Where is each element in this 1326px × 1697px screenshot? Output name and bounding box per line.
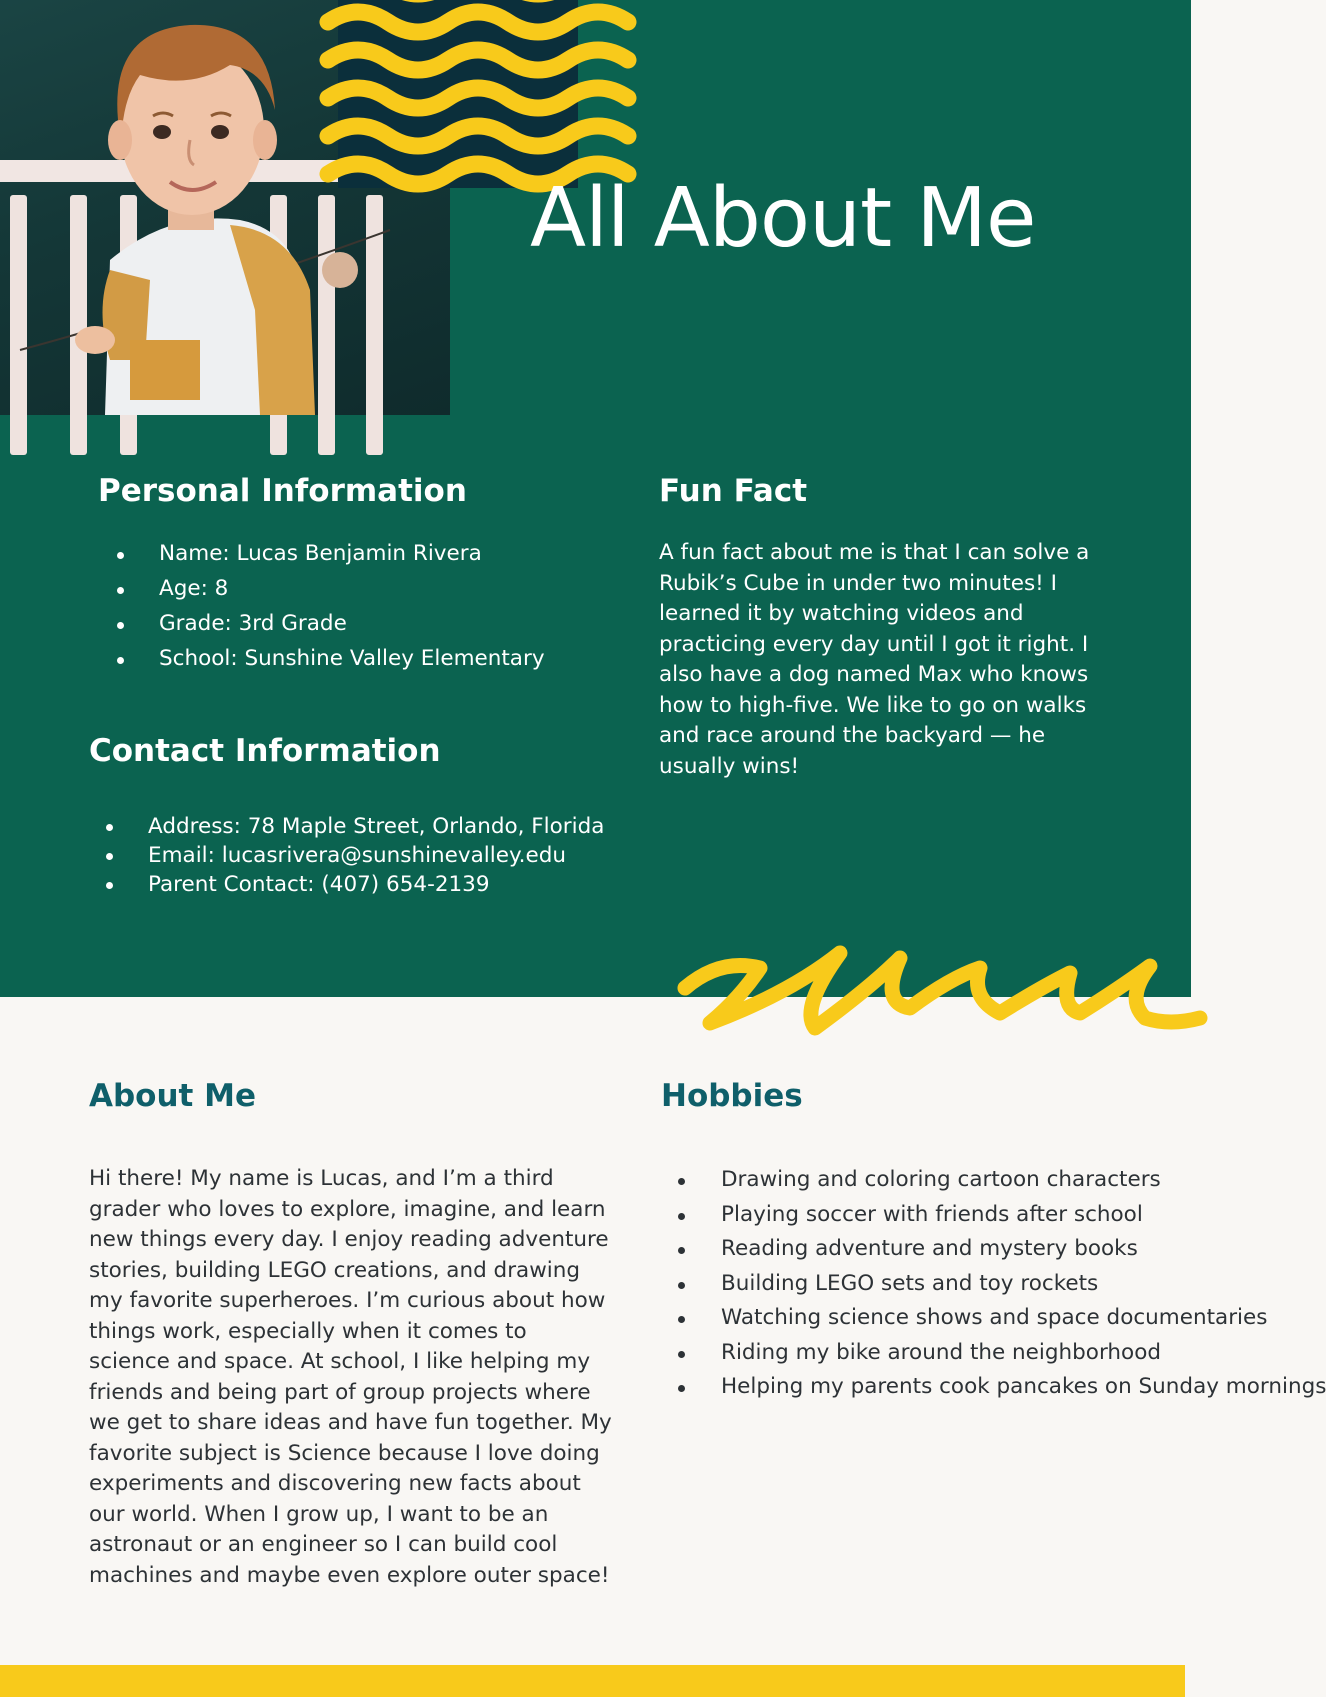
- list-item: Playing soccer with friends after school: [678, 1199, 1161, 1232]
- list-item: Building LEGO sets and toy rockets: [678, 1268, 1161, 1301]
- list-item: Grade: 3rd Grade: [117, 611, 545, 646]
- list-item: Reading adventure and mystery books: [678, 1233, 1161, 1266]
- footer-bar: [0, 1665, 1185, 1697]
- personal-info-list: [117, 541, 545, 681]
- hobbies-heading: Hobbies: [661, 1078, 803, 1114]
- fun-fact-text: A fun fact about me is that I can solve a Rubik’s Cube in under two minutes! I learned it by watching videos and practicing every day until I got it right. I also have a dog named Max who knows how to high-five. We like to go on walks and race around the backyard — he usually wins!: [659, 540, 1090, 779]
- list-item: School: Sunshine Valley Elementary: [117, 646, 545, 681]
- list-item: Drawing and coloring cartoon characters: [678, 1164, 1161, 1197]
- personal-info-heading: Personal Information: [98, 473, 467, 509]
- about-me-heading: About Me: [89, 1078, 257, 1114]
- wave-badge-decoration: [338, 0, 578, 188]
- list-item: Name: Lucas Benjamin Rivera: [117, 541, 545, 576]
- hobbies-list: [678, 1164, 1326, 1406]
- about-me-text: Hi there! My name is Lucas, and I’m a third grader who loves to explore, imagine, and learn new things every day. I enjoy reading adventure stories, building LEGO creations, and drawing my favorite superheroes. I’m curious about how things work, especially when it comes to science and space. At school, I like helping my friends and being part of group projects where we get to share ideas and have fun together. My favorite subject is Science because I love doing experiments and discovering new facts about our world. When I grow up, I want to be an astronaut or an engineer so I can build cool machines and maybe even explore outer space!: [89, 1166, 612, 1588]
- list-item: Age: 8: [117, 576, 545, 611]
- list-item: Address: 78 Maple Street, Orlando, Florida: [106, 814, 568, 840]
- page-edge: [1191, 0, 1200, 997]
- list-item: Riding my bike around the neighborhood: [678, 1337, 1161, 1370]
- list-item: Email: lucasrivera@sunshinevalley.edu: [106, 843, 568, 869]
- fun-fact-heading: Fun Fact: [659, 473, 808, 509]
- page-title: All About Me: [530, 171, 1036, 266]
- contact-info-heading: Contact Information: [89, 733, 441, 769]
- list-item: Parent Contact: (407) 654-2139: [106, 872, 568, 898]
- list-item: Watching science shows and space documentaries: [678, 1302, 1161, 1335]
- squiggle-decoration: [680, 918, 1200, 1048]
- contact-info-list: [106, 814, 605, 901]
- list-item: Helping my parents cook pancakes on Sunday mornings: [678, 1371, 1161, 1404]
